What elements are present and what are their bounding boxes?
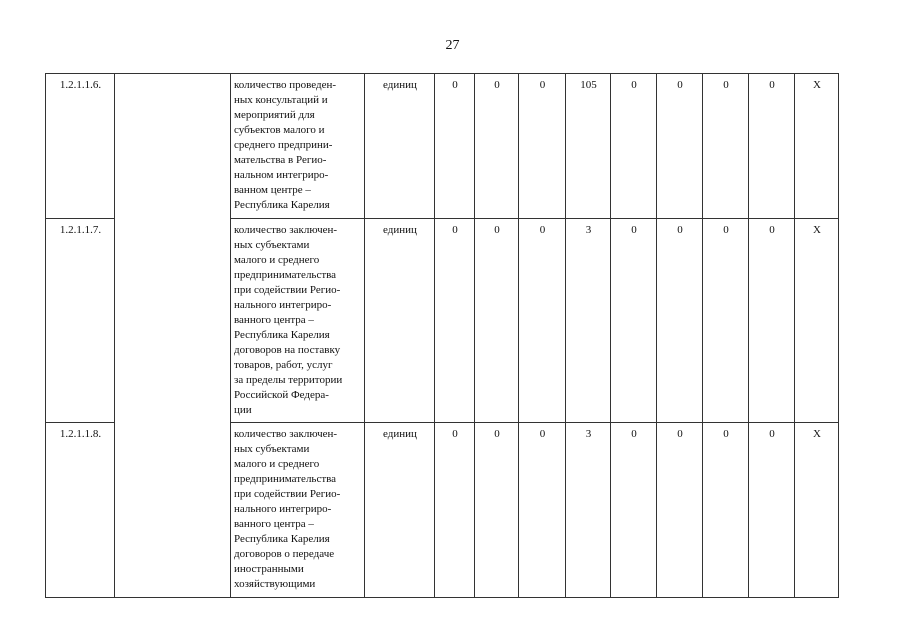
- row-code: 1.2.1.1.7.: [46, 219, 115, 423]
- desc-line: количество заключен-: [234, 224, 338, 236]
- desc-line: малого и среднего: [234, 458, 320, 470]
- desc-line: ных субъектами: [234, 443, 310, 455]
- row-value: 0: [611, 74, 657, 219]
- desc-line: малого и среднего: [234, 254, 320, 266]
- desc-line: нальном интегриро-: [234, 169, 329, 181]
- desc-line: предпринимательства: [234, 269, 337, 281]
- row-value: 0: [703, 423, 749, 598]
- indicator-table: [45, 73, 839, 598]
- table-body: [46, 74, 839, 598]
- desc-line: предпринимательства: [234, 473, 337, 485]
- row-value: 0: [749, 74, 795, 219]
- desc-line: при содействии Регио-: [234, 284, 341, 296]
- desc-line: нального интегриро-: [234, 503, 332, 515]
- table-row: [46, 74, 839, 219]
- row-value: 0: [435, 74, 475, 219]
- row-description: [231, 74, 365, 219]
- desc-line: Республика Карелия: [234, 329, 330, 341]
- row-value: 0: [475, 219, 519, 423]
- desc-line: при содействии Регио-: [234, 488, 341, 500]
- row-last: X: [795, 74, 839, 219]
- desc-line: за пределы территории: [234, 374, 343, 386]
- page-number: 27: [445, 38, 460, 53]
- desc-line: Республика Карелия: [234, 533, 330, 545]
- desc-line: товаров, работ, услуг: [234, 359, 333, 371]
- row-value: 0: [657, 219, 703, 423]
- desc-line: хозяйствующими: [234, 578, 316, 590]
- row-value: 0: [435, 423, 475, 598]
- desc-line: субъектов малого и: [234, 124, 325, 136]
- row-unit: единиц: [365, 74, 435, 219]
- row-code: 1.2.1.1.6.: [46, 74, 115, 219]
- row-value: 0: [475, 423, 519, 598]
- row-description: [231, 423, 365, 598]
- desc-line: ции: [234, 404, 252, 416]
- row-value: 0: [749, 423, 795, 598]
- row-value: 0: [519, 423, 566, 598]
- row-value: 0: [657, 423, 703, 598]
- row-last: X: [795, 219, 839, 423]
- row-value: 3: [566, 219, 611, 423]
- desc-line: ванного центра –: [234, 314, 314, 326]
- desc-line: количество проведен-: [234, 79, 337, 91]
- row-value: 0: [611, 219, 657, 423]
- desc-line: среднего предприни-: [234, 139, 333, 151]
- row-value: 0: [703, 219, 749, 423]
- desc-line: договоров о передаче: [234, 548, 335, 560]
- desc-line: ных консультаций и: [234, 94, 328, 106]
- row-value: 0: [435, 219, 475, 423]
- desc-line: количество заключен-: [234, 428, 338, 440]
- desc-line: договоров на поставку: [234, 344, 341, 356]
- row-code: 1.2.1.1.8.: [46, 423, 115, 598]
- row-description: [231, 219, 365, 423]
- row-value: 0: [475, 74, 519, 219]
- desc-line: иностранными: [234, 563, 304, 575]
- desc-line: Российской Федера-: [234, 389, 329, 401]
- desc-line: мероприятий для: [234, 109, 315, 121]
- row-value: 3: [566, 423, 611, 598]
- row-value: 0: [519, 219, 566, 423]
- row-value: 105: [566, 74, 611, 219]
- row-value: 0: [611, 423, 657, 598]
- row-value: 0: [749, 219, 795, 423]
- row-value: 0: [703, 74, 749, 219]
- desc-line: ных субъектами: [234, 239, 310, 251]
- merged-empty-cell: [115, 74, 231, 598]
- row-unit: единиц: [365, 423, 435, 598]
- desc-line: нального интегриро-: [234, 299, 332, 311]
- row-value: 0: [519, 74, 566, 219]
- desc-line: мательства в Регио-: [234, 154, 327, 166]
- desc-line: Республика Карелия: [234, 199, 330, 211]
- row-last: X: [795, 423, 839, 598]
- row-value: 0: [657, 74, 703, 219]
- row-unit: единиц: [365, 219, 435, 423]
- desc-line: ванного центра –: [234, 518, 314, 530]
- desc-line: ванном центре –: [234, 184, 311, 196]
